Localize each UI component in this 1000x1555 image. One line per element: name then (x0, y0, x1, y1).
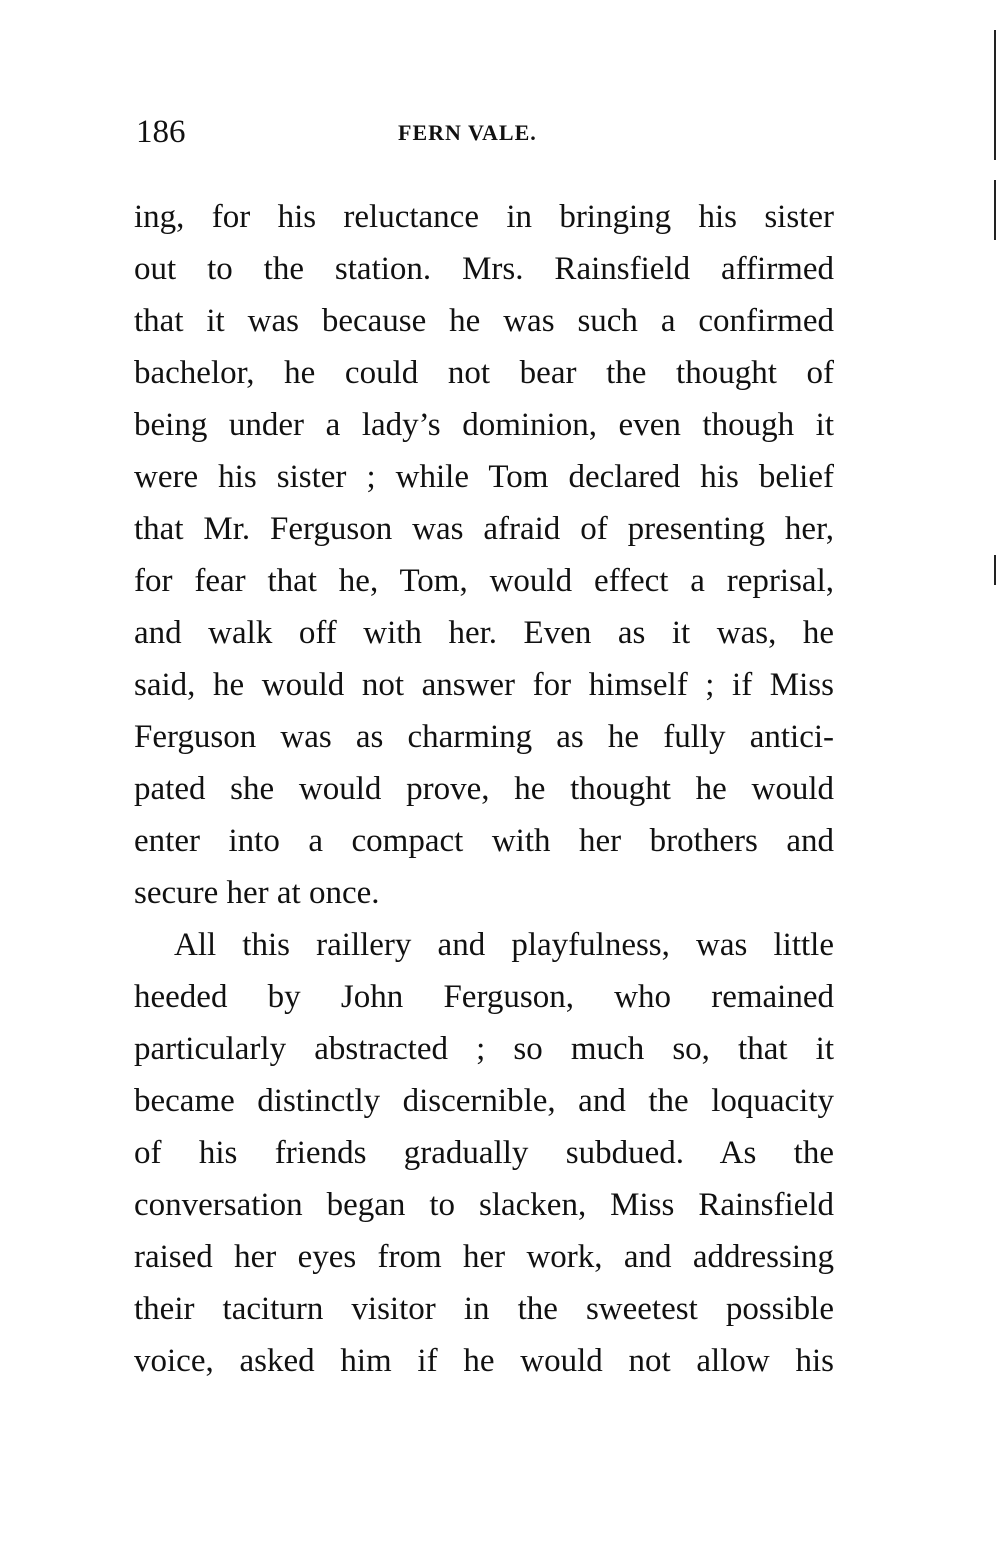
text-line: enter into a compact with her brothers and (134, 823, 834, 859)
body-text (134, 191, 834, 1387)
page-number: 186 (136, 114, 186, 150)
text-line: and walk off with her. Even as it was, he (134, 615, 834, 651)
text-line: secure her at once. (134, 875, 380, 911)
text-line: raised her eyes from her work, and addressing (134, 1239, 834, 1275)
text-line: pated she would prove, he thought he would (134, 771, 834, 807)
text-line: conversation began to slacken, Miss Rainsfield (134, 1187, 834, 1223)
running-title: FERN VALE. (398, 120, 537, 145)
text-line: were his sister ; while Tom declared his belief (134, 459, 834, 495)
text-line: out to the station. Mrs. Rainsfield affirmed (134, 251, 834, 287)
text-line: for fear that he, Tom, would effect a reprisal, (134, 563, 834, 599)
scan-edge-mark (994, 180, 996, 240)
text-line: voice, asked him if he would not allow his (134, 1343, 834, 1379)
text-line: particularly abstracted ; so much so, that it (134, 1031, 834, 1067)
text-line: said, he would not answer for himself ; if Miss (134, 667, 834, 703)
running-header (136, 112, 836, 152)
scan-edge-mark (994, 30, 996, 160)
text-line: that Mr. Ferguson was afraid of presenting her, (134, 511, 834, 547)
text-line: that it was because he was such a confirmed (134, 303, 834, 339)
text-line: All this raillery and playfulness, was little (174, 927, 834, 963)
text-line: became distinctly discernible, and the loquacity (134, 1083, 834, 1119)
text-line: of his friends gradually subdued. As the (134, 1135, 834, 1171)
text-line: their taciturn visitor in the sweetest possible (134, 1291, 834, 1327)
scan-edge-mark (994, 555, 996, 585)
text-line: being under a lady’s dominion, even though it (134, 407, 834, 443)
text-line: heeded by John Ferguson, who remained (134, 979, 834, 1015)
text-line: bachelor, he could not bear the thought of (134, 355, 834, 391)
text-line: ing, for his reluctance in bringing his sister (134, 199, 834, 235)
text-line: Ferguson was as charming as he fully antici- (134, 719, 834, 755)
